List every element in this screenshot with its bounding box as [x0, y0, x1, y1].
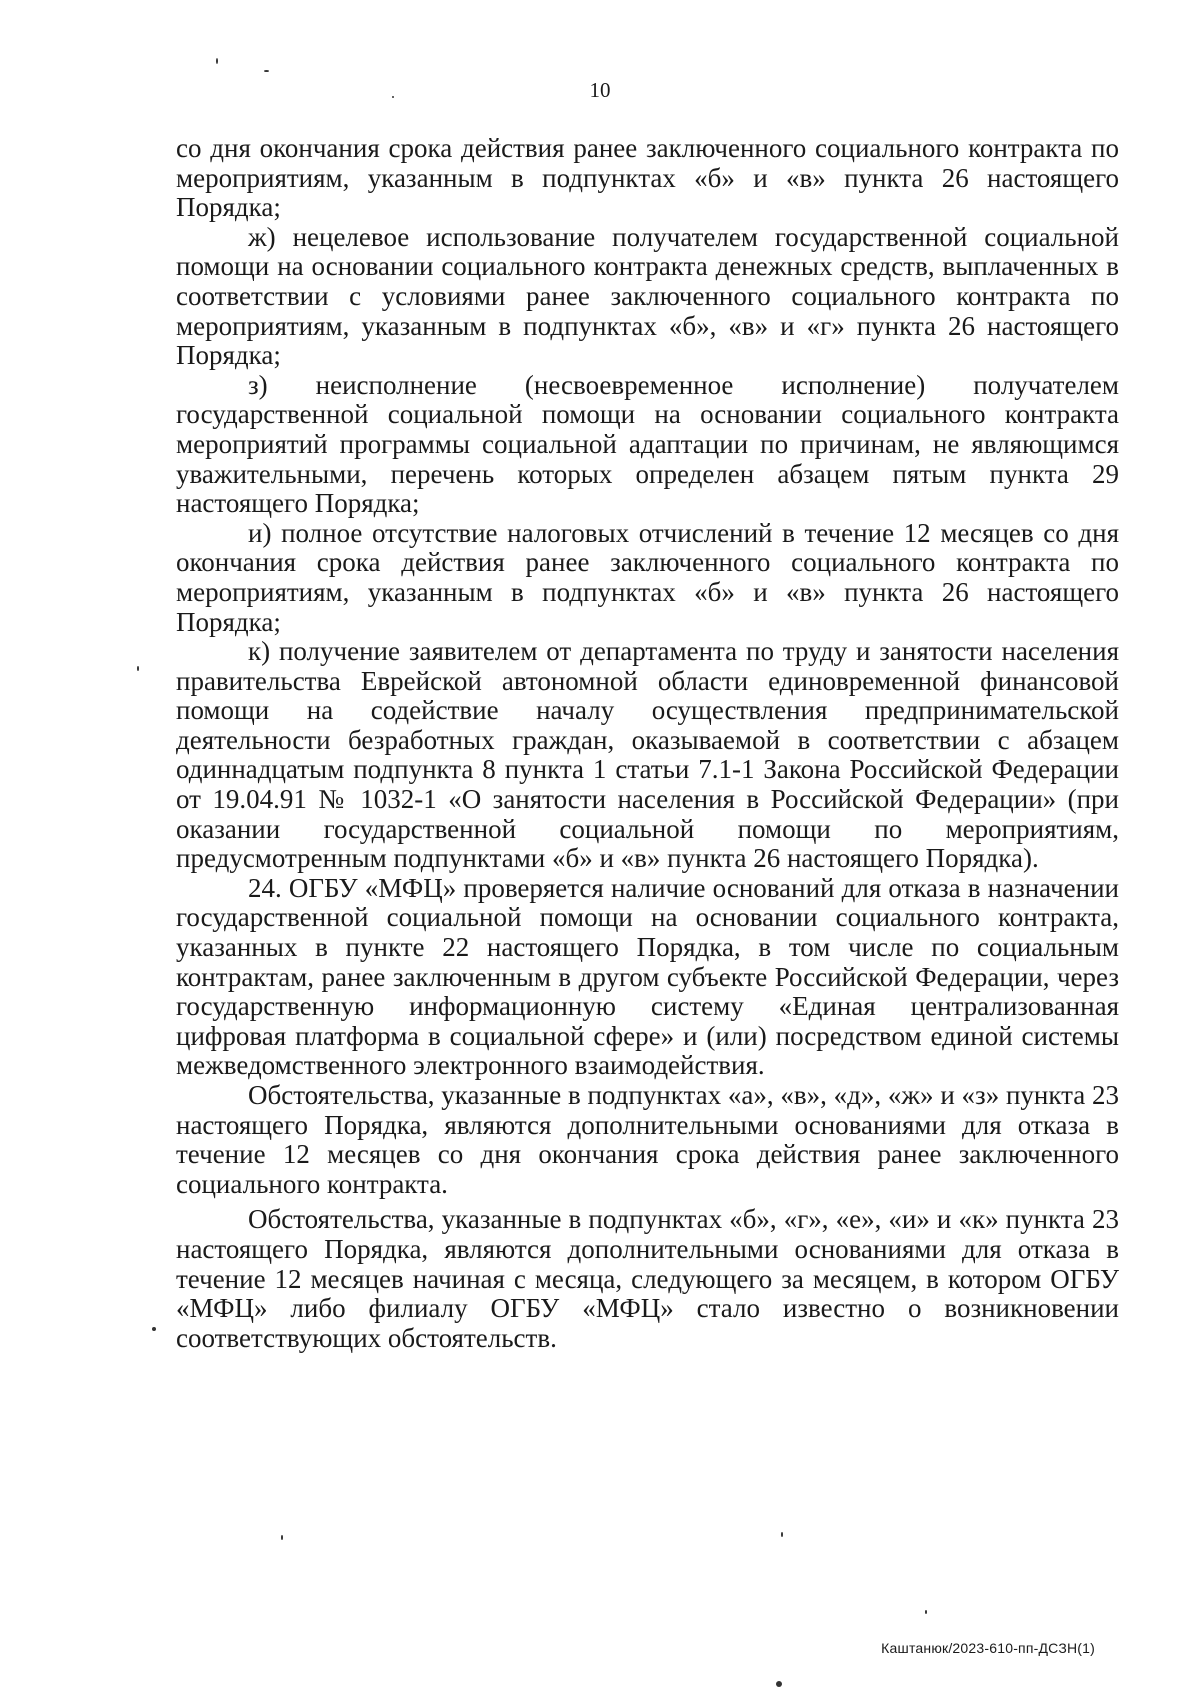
document-body: [176, 134, 1119, 1353]
paragraph-item-z: з) неисполнение (несвоевременное исполнение) получателем государственной социальной помощи на основании социального контракта мероприятий программы социальной адаптации по причинам, не являющимся уважительными, перечень которых определен абзацем пятым пункта 29 настоящего Порядка;: [176, 369, 1119, 519]
paragraph-continuation: со дня окончания срока действия ранее заключенного социального контракта по мероприятиям, указанным в подпунктах «б» и «в» пункта 26 настоящего Порядка;: [176, 133, 1119, 223]
paragraph-item-k: к) получение заявителем от департамента по труду и занятости населения правительства Еврейской автономной области единовременной финансовой помощи на содействие началу осуществления предпринимательской деятельности безработных граждан, оказываемой в соответствии с абзацем одиннадцатым подпункта 8 пункта 1 статьи 7.1-1 Закона Российской Федерации от 19.04.91 № 1032-1 «О занятости населения в Российской Федерации» (при оказании государственной социальной помощи по мероприятиям, предусмотренным подпунктами «б» и «в» пункта 26 настоящего Порядка).: [176, 636, 1119, 874]
scan-speck: [776, 1681, 782, 1687]
paragraph-circumstances-1: Обстоятельства, указанные в подпунктах «а», «в», «д», «ж» и «з» пункта 23 настоящего Порядка, являются дополнительными основаниями для отказа в течение 12 месяцев со дня окончания срока действия ранее заключенного социального контракта.: [176, 1080, 1119, 1199]
scan-speck: [781, 1532, 783, 1537]
paragraph-item-i: и) полное отсутствие налоговых отчислений в течение 12 месяцев со дня окончания срока действия ранее заключенного социального контракта по мероприятиям, указанным в подпунктах «б» и «в» пункта 26 настоящего Порядка;: [176, 517, 1119, 637]
document-code: Каштанюк/2023-610-пп-ДСЗН(1): [881, 1640, 1095, 1656]
paragraph-section-24: 24. ОГБУ «МФЦ» проверяется наличие оснований для отказа в назначении государственной социальной помощи на основании социального контракта, указанных в пункте 22 настоящего Порядка, в том числе по социальным контрактам, ранее заключенным в другом субъекте Российской Федерации, через государственную информационную систему «Единая централизованная цифровая платформа в социальной сфере» и (или) посредством единой системы межведомственного электронного взаимодействия.: [176, 872, 1119, 1081]
scan-speck: [281, 1535, 283, 1540]
scan-speck: [392, 96, 394, 98]
scan-speck: [152, 1327, 156, 1331]
scan-speck: [925, 1610, 927, 1614]
scan-speck: [216, 58, 218, 64]
paragraph-item-zh: ж) нецелевое использование получателем государственной социальной помощи на основании социального контракта денежных средств, выплаченных в соответствии с условиями ранее заключенного социального контракта по мероприятиям, указанным в подпунктах «б», «в» и «г» пункта 26 настоящего Порядка;: [176, 221, 1119, 371]
scan-speck: [264, 70, 269, 72]
page-number: 10: [589, 78, 611, 102]
paragraph-circumstances-2: Обстоятельства, указанные в подпунктах «б», «г», «е», «и» и «к» пункта 23 настоящего Порядка, являются дополнительными основаниями для отказа в течение 12 месяцев начиная с месяца, следующего за месяцем, в котором ОГБУ «МФЦ» либо филиалу ОГБУ «МФЦ» стало известно о возникновении соответствующих обстоятельств.: [176, 1204, 1119, 1353]
scan-speck: [137, 666, 139, 671]
